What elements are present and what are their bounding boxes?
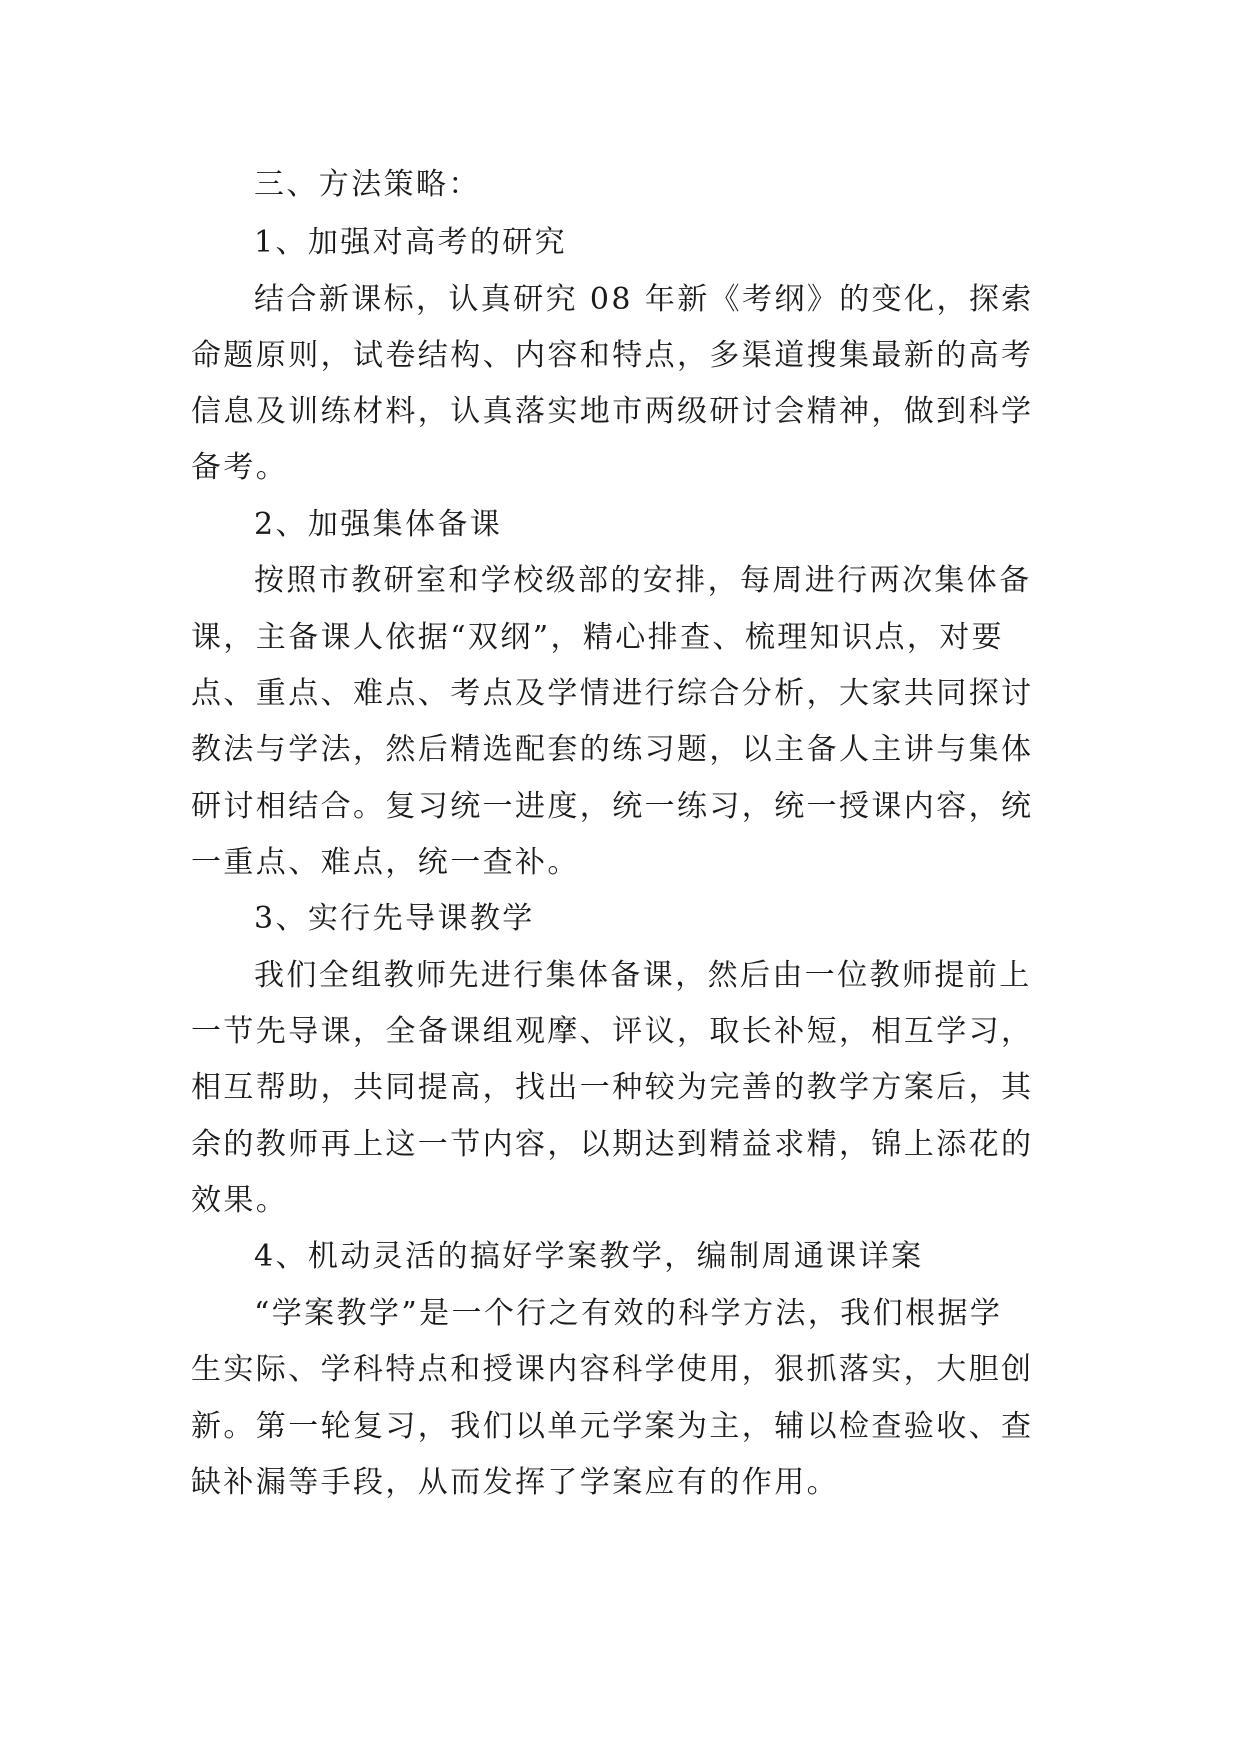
paragraph-line: 结合新课标，认真研究 08 年新《考纲》的变化，探索 [254,282,1034,317]
paragraph-line: 按照市教研室和学校级部的安排，每周进行两次集体备 [254,563,1032,598]
paragraph-line: 我们全组教师先进行集体备课，然后由一位教师提前上 [254,958,1032,993]
subsection-heading-4: 4、机动灵活的搞好学案教学，编制周通课详案 [254,1239,924,1274]
paragraph-line: 一节先导课，全备课组观摩、评议，取长补短，相互学习， [191,1014,1034,1049]
paragraph-line: 效果。 [191,1183,289,1218]
paragraph-line: 新。第一轮复习，我们以单元学案为主，辅以检查验收、查 [191,1409,1034,1444]
subsection-heading-1: 1、加强对高考的研究 [254,225,568,260]
paragraph-line: 点、重点、难点、考点及学情进行综合分析，大家共同探讨 [191,676,1034,711]
paragraph-line: 备考。 [191,450,289,485]
subsection-heading-2: 2、加强集体备课 [254,507,503,542]
paragraph-line: 教法与学法，然后精选配套的练习题，以主备人主讲与集体 [191,732,1034,767]
section-heading: 三、方法策略： [254,167,481,202]
paragraph-line: 信息及训练材料，认真落实地市两级研讨会精神，做到科学 [191,394,1034,429]
paragraph-line: “学案教学”是一个行之有效的科学方法，我们根据学 [254,1296,1003,1331]
paragraph-line: 缺补漏等手段，从而发挥了学案应有的作用。 [191,1465,839,1500]
paragraph-line: 一重点、难点，统一查补。 [191,845,580,880]
paragraph-line: 余的教师再上这一节内容，以期达到精益求精，锦上添花的 [191,1127,1034,1162]
paragraph-line: 命题原则，试卷结构、内容和特点，多渠道搜集最新的高考 [191,338,1034,373]
subsection-heading-3: 3、实行先导课教学 [254,901,535,936]
paragraph-line: 生实际、学科特点和授课内容科学使用，狠抓落实，大胆创 [191,1352,1034,1387]
paragraph-line: 研讨相结合。复习统一进度，统一练习，统一授课内容，统 [191,789,1034,824]
paragraph-line: 课，主备课人依据“双纲”，精心排查、梳理知识点，对要 [191,620,1005,655]
paragraph-line: 相互帮助，共同提高，找出一种较为完善的教学方案后，其 [191,1070,1034,1105]
